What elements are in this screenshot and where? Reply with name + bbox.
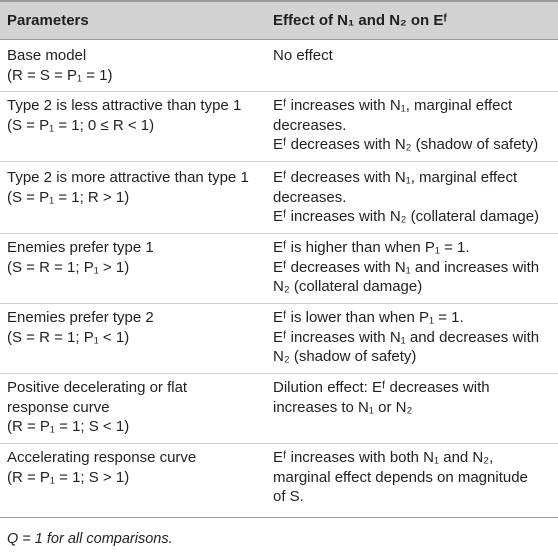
effect-line: increases to N₁ or N₂ [273, 398, 413, 416]
parameter-condition: (R = P₁ = 1; S > 1) [7, 468, 130, 486]
effect-line: No effect [273, 47, 333, 64]
table-row [0, 444, 558, 518]
effect-line: decreases. [273, 188, 347, 206]
parameter-title: Base model [7, 47, 87, 64]
effect-line: marginal effect depends on magnitude [273, 468, 528, 486]
effect-cell [260, 46, 558, 91]
parameter-cell [0, 238, 260, 303]
table-row [0, 92, 558, 162]
effect-line: Eᶠ increases with N₁, marginal effect [273, 97, 513, 114]
parameter-cell [0, 168, 260, 233]
parameter-condition: (S = P₁ = 1; 0 ≤ R < 1) [7, 116, 155, 134]
parameter-condition: (R = P₁ = 1; S < 1) [7, 418, 130, 435]
parameter-title: Enemies prefer type 1 [7, 239, 154, 256]
table-row [0, 162, 558, 234]
effect-line: Eᶠ is higher than when P₁ = 1. [273, 239, 470, 256]
effect-cell [260, 378, 558, 443]
effect-cell [260, 168, 558, 233]
effect-line: decreases. [273, 116, 347, 134]
table-row [0, 374, 558, 444]
effect-line: Eᶠ is lower than when P₁ = 1. [273, 309, 464, 326]
effect-line: Eᶠ increases with N₁ and decreases with [273, 328, 540, 346]
effect-cell [260, 308, 558, 373]
effect-line: Eᶠ decreases with N₁, marginal effect [273, 169, 518, 186]
parameter-cell [0, 96, 260, 161]
parameter-cell [0, 308, 260, 373]
table-footnote: Q = 1 for all comparisons. [7, 531, 173, 547]
header-effect: Effect of N₁ and N₂ on Eᶠ [273, 11, 448, 29]
parameter-condition: (S = R = 1; P₁ > 1) [7, 258, 130, 276]
table-row [0, 40, 558, 92]
header-parameters: Parameters [7, 11, 89, 29]
effect-line: Eᶠ increases with N₂ (collateral damage) [273, 208, 540, 225]
parameter-title: Enemies prefer type 2 [7, 309, 154, 326]
effect-cell [260, 448, 558, 517]
table-row [0, 304, 558, 374]
parameter-cell [0, 378, 260, 443]
effect-line: Eᶠ decreases with N₁ and increases with [273, 258, 540, 276]
parameter-condition: (S = P₁ = 1; R > 1) [7, 188, 130, 206]
parameter-cell [0, 448, 260, 517]
parameter-title: Type 2 is less attractive than type 1 [7, 97, 242, 114]
effect-line: N₂ (collateral damage) [273, 278, 423, 295]
parameter-condition: (S = R = 1; P₁ < 1) [7, 328, 130, 346]
effect-line: of S. [273, 488, 304, 505]
parameter-title: Type 2 is more attractive than type 1 [7, 169, 249, 186]
effect-line: Eᶠ decreases with N₂ (shadow of safety) [273, 136, 539, 153]
effect-line: Eᶠ increases with both N₁ and N₂, [273, 449, 494, 466]
table-header [0, 0, 558, 40]
effect-cell [260, 238, 558, 303]
effect-cell [260, 96, 558, 161]
parameter-title: Positive decelerating or flat [7, 379, 188, 396]
parameter-cell [0, 46, 260, 91]
effect-line: Dilution effect: Eᶠ decreases with [273, 379, 490, 396]
parameter-title: Accelerating response curve [7, 449, 197, 466]
parameter-title-continued: response curve [7, 398, 110, 416]
table-row [0, 234, 558, 304]
effect-line: N₂ (shadow of safety) [273, 348, 417, 365]
parameter-condition: (R = S = P₁ = 1) [7, 66, 113, 84]
